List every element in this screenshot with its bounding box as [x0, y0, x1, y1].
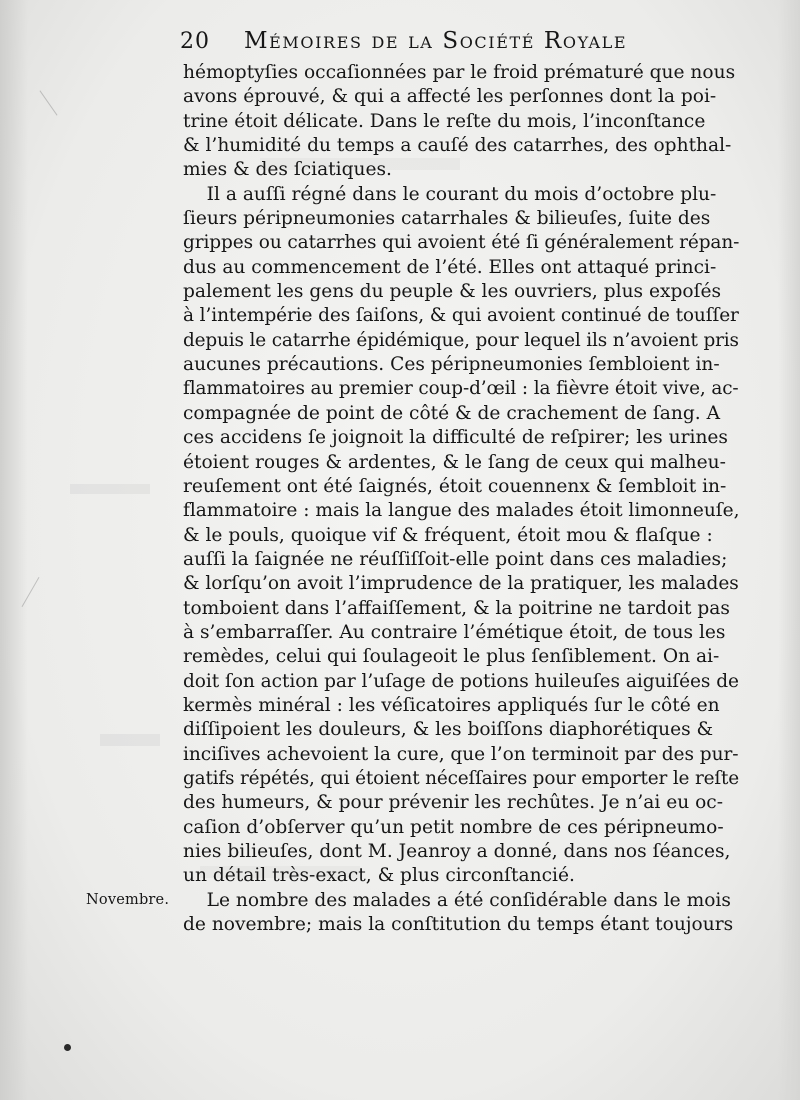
page-number: 20 [180, 29, 210, 54]
bleed-through-text [100, 734, 160, 746]
page-edge-shadow-right [778, 0, 800, 1100]
text-line: trine étoit délicate. Dans le reſte du mois, l’inconſtance [183, 110, 706, 132]
text-line: Le nombre des malades a été conſidérable dans le mois [183, 889, 731, 911]
text-line: à l’intempérie des ſaiſons, & qui avoient continué de touſſer [183, 305, 739, 327]
text-line: & lorſqu’on avoit l’imprudence de la pratiquer, les malades [183, 573, 739, 595]
text-line: depuis le catarrhe épidémique, pour lequel ils n’avoient pris [183, 329, 739, 351]
text-line: compagnée de point de côté & de crachement de ſang. A [183, 402, 721, 424]
text-line: des humeurs, & pour prévenir les rechûtes. Je n’ai eu oc- [183, 792, 723, 814]
text-line: hémoptyſies occaſionnées par le froid prématuré que nous [183, 62, 736, 83]
text-line: flammatoire : mais la langue des malades étoit limonneuſe, [183, 500, 740, 522]
text-line: Il a auſſi régné dans le courant du mois d’octobre plu- [183, 183, 717, 205]
text-line: dus au commencement de l’été. Elles ont attaqué princi- [183, 256, 717, 278]
text-line: à s’embarraſſer. Au contraire l’émétique étoit, de tous les [183, 621, 726, 643]
margin-note: Novembre. [86, 892, 170, 908]
bleed-through-text [70, 484, 150, 494]
text-line: & le pouls, quoique vif & fréquent, étoit mou & flaſque : [183, 524, 713, 546]
text-line: grippes ou catarrhes qui avoient été ſi généralement répan- [183, 232, 740, 254]
ink-spot [64, 1044, 71, 1051]
text-line: de novembre; mais la conſtitution du temps étant toujours [183, 914, 734, 936]
text-line: inciſives achevoient la cure, que l’on terminoit par des pur- [183, 743, 739, 765]
text-line: mies & des ſciatiques. [183, 159, 392, 181]
page-header [180, 26, 740, 60]
text-line: nies bilieuſes, dont M. Jeanroy a donné, dans nos ſéances, [183, 841, 731, 862]
text-line: un détail très-exact, & plus circonſtancié. [183, 865, 575, 887]
text-line: doit ſon action par l’uſage de potions huileuſes aiguiſées de [183, 670, 739, 692]
text-line: tomboient dans l’affaiſſement, & la poitrine ne tardoit pas [183, 597, 730, 619]
text-line: diſſipoient les douleurs, & les boiſſons diaphorétiques & [183, 719, 714, 741]
text-line: & l’humidité du temps a cauſé des catarrhes, des ophthal- [183, 135, 732, 157]
scan-speck [39, 90, 57, 115]
text-line: gatifs répétés, qui étoient néceſſaires pour emporter le reſte [183, 767, 739, 789]
running-title: Mémoires de la Société Royale [244, 28, 628, 54]
text-line: caſion d’obſerver qu’un petit nombre de ces péripneumo- [183, 816, 724, 838]
text-line: flammatoires au premier coup-d’œil : la fièvre étoit vive, ac- [183, 378, 739, 400]
text-line: ces accidens ſe joignoit la difficulté de reſpirer; les urines [183, 427, 728, 449]
text-line: palement les gens du peuple & les ouvriers, plus expoſés [183, 281, 722, 303]
text-line: aucunes précautions. Ces péripneumonies ſembloient in- [183, 354, 720, 376]
text-line: remèdes, celui qui ſoulageoit le plus ſenſiblement. On ai- [183, 646, 720, 668]
text-line: reuſement ont été ſaignés, étoit couennenx & ſembloit in- [183, 475, 727, 497]
text-line: ſieurs péripneumonies catarrhales & bilieuſes, ſuite des [183, 208, 711, 230]
text-line: avons éprouvé, & qui a affecté les perſonnes dont la poi- [183, 86, 717, 108]
text-line: étoient rouges & ardentes, & le ſang de ceux qui malheu- [183, 451, 726, 473]
text-line: auſſi la ſaignée ne réuſſiſſoit-elle point dans ces maladies; [183, 548, 728, 570]
text-line: kermès minéral : les véſicatoires appliqués ſur le côté en [183, 694, 720, 716]
body-text [183, 61, 739, 937]
page-edge-shadow-left [0, 0, 28, 1100]
